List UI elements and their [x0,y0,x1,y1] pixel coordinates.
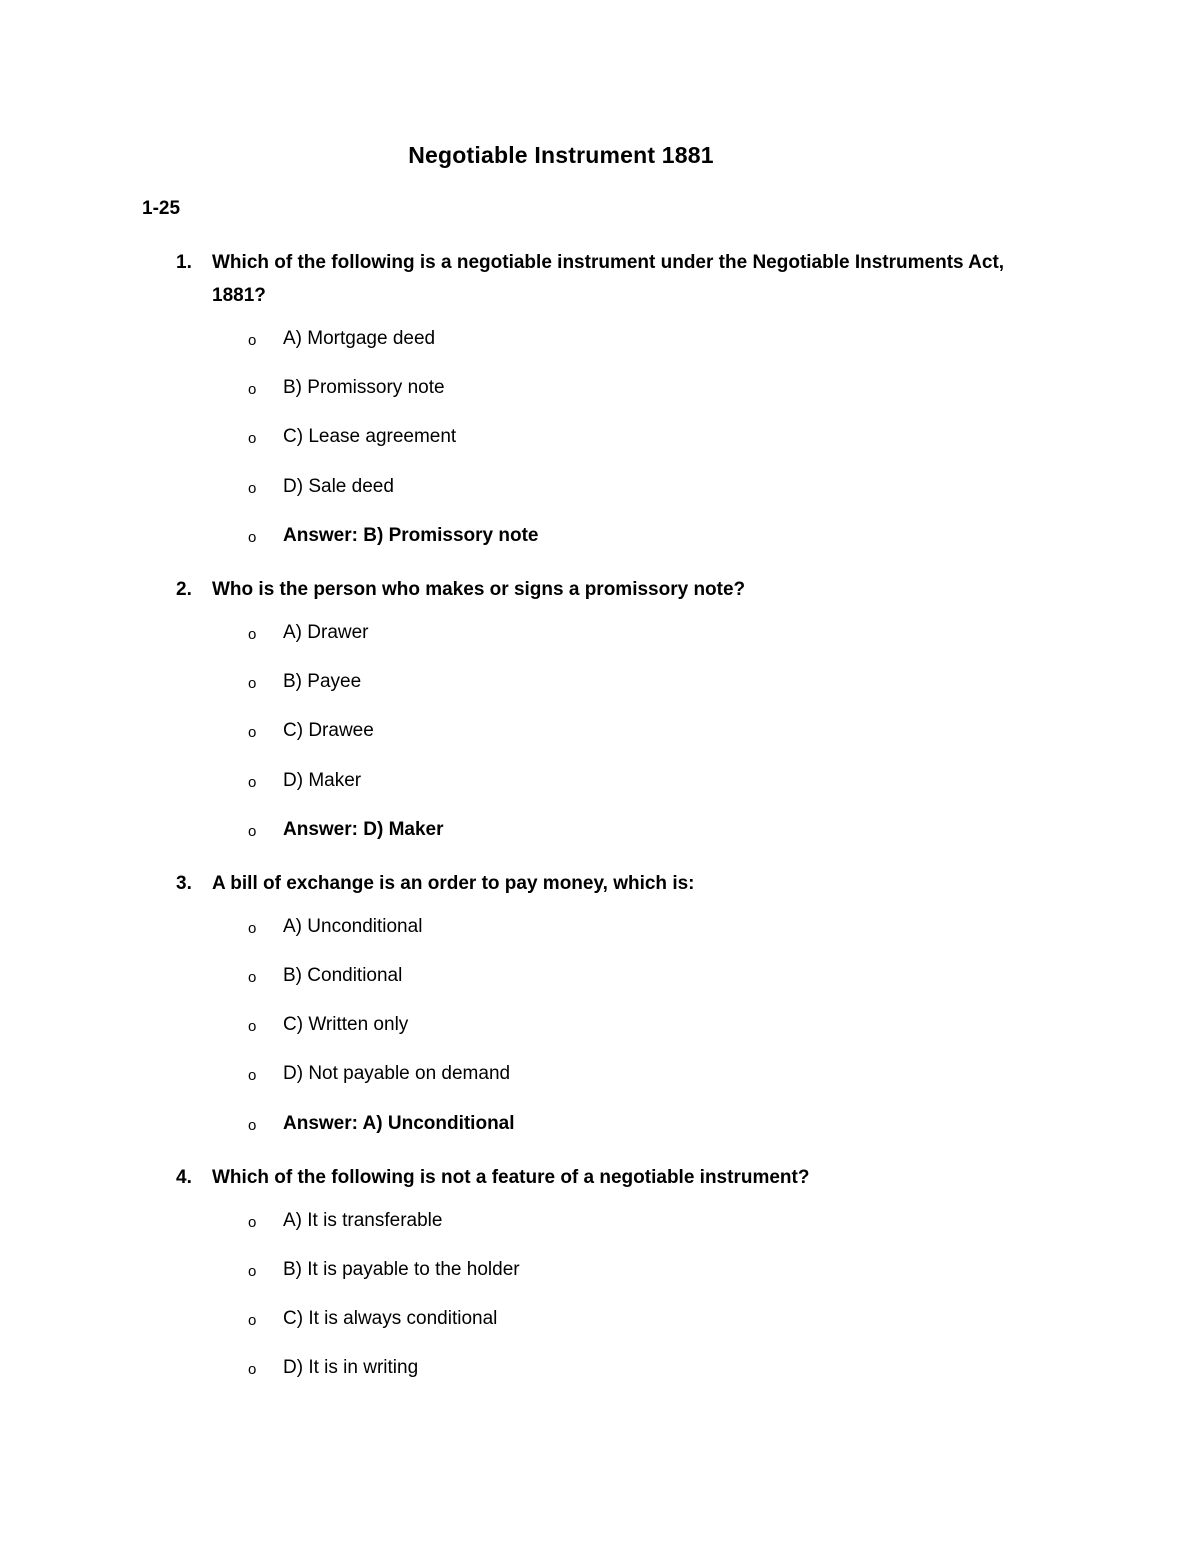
option-text: B) Payee [283,671,362,693]
option-item [0,964,1200,1013]
option-item [0,376,1200,425]
question-prompt: Who is the person who makes or signs a promissory note? [212,578,746,600]
option-item [0,1062,1200,1111]
option-text: C) Drawee [283,720,374,742]
option-item [0,1356,1200,1405]
option-text: B) It is payable to the holder [283,1259,520,1280]
bullet-icon: o [248,381,257,399]
option-item [0,425,1200,474]
question-item [0,1161,1200,1406]
option-text: D) Sale deed [283,475,394,497]
bullet-icon: o [248,528,257,546]
option-item [0,327,1200,376]
option-text: B) Conditional [283,965,403,987]
bullet-icon: o [248,773,257,791]
question-prompt: Which of the following is a negotiable instrument under the Negotiable Instruments Act, 1881? [212,252,1005,306]
option-item [0,1307,1200,1356]
question-number: 1. [176,252,192,273]
bullet-icon: o [248,430,257,448]
question-text [0,573,1042,606]
option-text: A) Drawer [283,621,369,643]
answer-text: Answer: A) Unconditional [283,1112,515,1134]
bullet-icon: o [248,1361,257,1379]
bullet-icon: o [248,1116,257,1134]
option-item [0,915,1200,964]
question-number: 3. [176,872,192,894]
option-item [0,1209,1200,1258]
question-item [0,573,1200,867]
option-item [0,475,1200,524]
option-item [0,1013,1200,1062]
answer-item [0,818,1200,867]
bullet-icon: o [248,1018,257,1036]
bullet-icon: o [248,625,257,643]
option-text: C) It is always conditional [283,1308,498,1330]
bullet-icon: o [248,332,257,349]
question-item [0,246,1200,573]
option-item [0,670,1200,719]
bullet-icon: o [248,1067,257,1085]
bullet-icon: o [248,724,257,742]
option-item [0,719,1200,768]
bullet-icon: o [248,969,257,987]
answer-item [0,1112,1200,1161]
option-text: D) Not payable on demand [283,1063,511,1085]
question-range-label: 1-25 [142,198,181,219]
bullet-icon: o [248,822,257,840]
question-prompt: Which of the following is not a feature of a negotiable instrument? [212,1166,810,1188]
bullet-icon: o [248,675,257,693]
question-item [0,867,1200,1161]
option-text: C) Lease agreement [283,426,457,448]
option-text: A) Mortgage deed [283,328,436,349]
option-item [0,769,1200,818]
question-number: 2. [176,578,192,600]
option-text: D) Maker [283,769,362,791]
question-number: 4. [176,1166,192,1188]
bullet-icon: o [248,1312,257,1330]
answer-item [0,524,1200,573]
bullet-icon: o [248,1263,257,1280]
option-text: D) It is in writing [283,1357,419,1379]
option-item [0,621,1200,670]
option-text: A) Unconditional [283,915,423,937]
question-prompt: A bill of exchange is an order to pay money, which is: [212,872,695,894]
question-text [0,246,1042,312]
option-item [0,1258,1200,1307]
answer-text: Answer: B) Promissory note [283,524,539,546]
question-text [0,1161,1042,1194]
answer-text: Answer: D) Maker [283,818,444,840]
question-text [0,867,1042,900]
page-title: Negotiable Instrument 1881 [408,142,714,168]
bullet-icon: o [248,919,257,937]
option-text: C) Written only [283,1014,409,1036]
question-list [0,246,1200,1406]
option-text: A) It is transferable [283,1209,443,1231]
bullet-icon: o [248,1213,257,1231]
bullet-icon: o [248,479,257,497]
option-text: B) Promissory note [283,377,445,399]
